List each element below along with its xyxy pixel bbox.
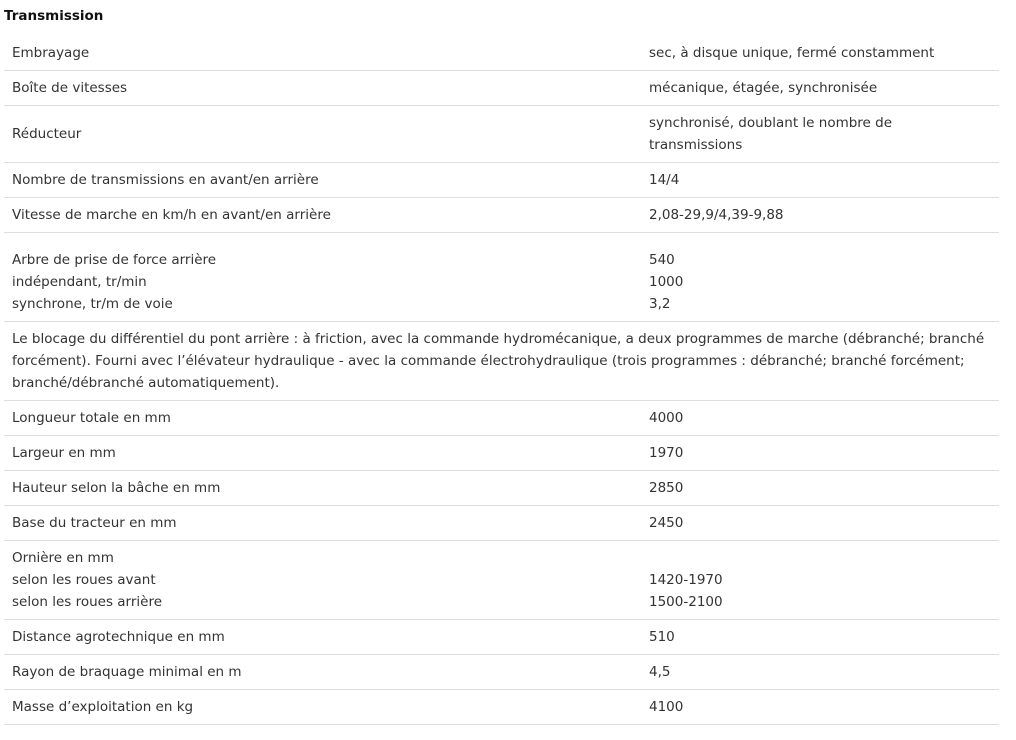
spec-value: 510 [641,620,999,655]
table-row [4,655,999,690]
spec-label: Largeur en mm [4,436,641,471]
table-row [4,163,999,198]
spec-value-line: 1500-2100 [649,594,723,610]
spec-label: Vitesse de marche en km/h en avant/en arrière [4,198,641,233]
table-row [4,506,999,541]
table-row [4,71,999,106]
table-row [4,106,999,163]
spec-value: 2450 [641,506,999,541]
spec-value-line: transmissions [649,137,743,153]
spec-value: sec, à disque unique, fermé constamment [641,36,999,71]
spec-label: Embrayage [4,36,641,71]
spec-label: Masse d’exploitation en kg [4,690,641,725]
spec-value: 4,5 [641,655,999,690]
spec-label: Longueur totale en mm [4,401,641,436]
spec-label: Rayon de braquage minimal en m [4,655,641,690]
spec-label-line: Ornière en mm [12,550,114,566]
spec-value: 2,08-29,9/4,39-9,88 [641,198,999,233]
spec-label-line: selon les roues avant [12,572,156,588]
spec-table [4,36,999,725]
spec-label-line: selon les roues arrière [12,594,163,610]
spec-value [641,541,999,620]
spec-label-line: indépendant, tr/min [12,274,147,290]
spec-value: 2850 [641,471,999,506]
spec-value [641,233,999,322]
spec-label: Base du tracteur en mm [4,506,641,541]
spec-label: Nombre de transmissions en avant/en arrière [4,163,641,198]
spec-value-line: synchronisé, doublant le nombre de [649,115,893,131]
spec-label: Boîte de vitesses [4,71,641,106]
spec-label [4,541,641,620]
spec-value-line: 1000 [649,274,684,290]
spec-value-line: 3,2 [649,296,671,312]
spec-value [641,106,999,163]
table-row [4,322,999,401]
table-row [4,198,999,233]
spec-note: Le blocage du différentiel du pont arrière : à friction, avec la commande hydromécanique, a deux programmes de marche (débranché; branché forcément). Fourni avec l’élévateur hydraulique - avec la commande électrohydraulique (trois programmes : débranché; branché forcément; branché/débranché automatiquement). [4,322,999,401]
table-row [4,620,999,655]
table-row [4,690,999,725]
spec-label-line: Arbre de prise de force arrière [12,252,217,268]
spec-value: 4100 [641,690,999,725]
table-row [4,401,999,436]
table-row [4,541,999,620]
table-row [4,36,999,71]
spec-label: Hauteur selon la bâche en mm [4,471,641,506]
spec-value: 14/4 [641,163,999,198]
spec-value: 1970 [641,436,999,471]
spec-label: Distance agrotechnique en mm [4,620,641,655]
spec-value: 4000 [641,401,999,436]
section-title: Transmission [4,8,104,24]
spec-value: mécanique, étagée, synchronisée [641,71,999,106]
spec-label: Réducteur [4,106,641,163]
spec-label-line: synchrone, tr/m de voie [12,296,173,312]
table-row [4,471,999,506]
spec-value-line: 540 [649,252,675,268]
spec-value-line: 1420-1970 [649,572,723,588]
spec-label [4,233,641,322]
table-row [4,233,999,322]
table-row [4,436,999,471]
